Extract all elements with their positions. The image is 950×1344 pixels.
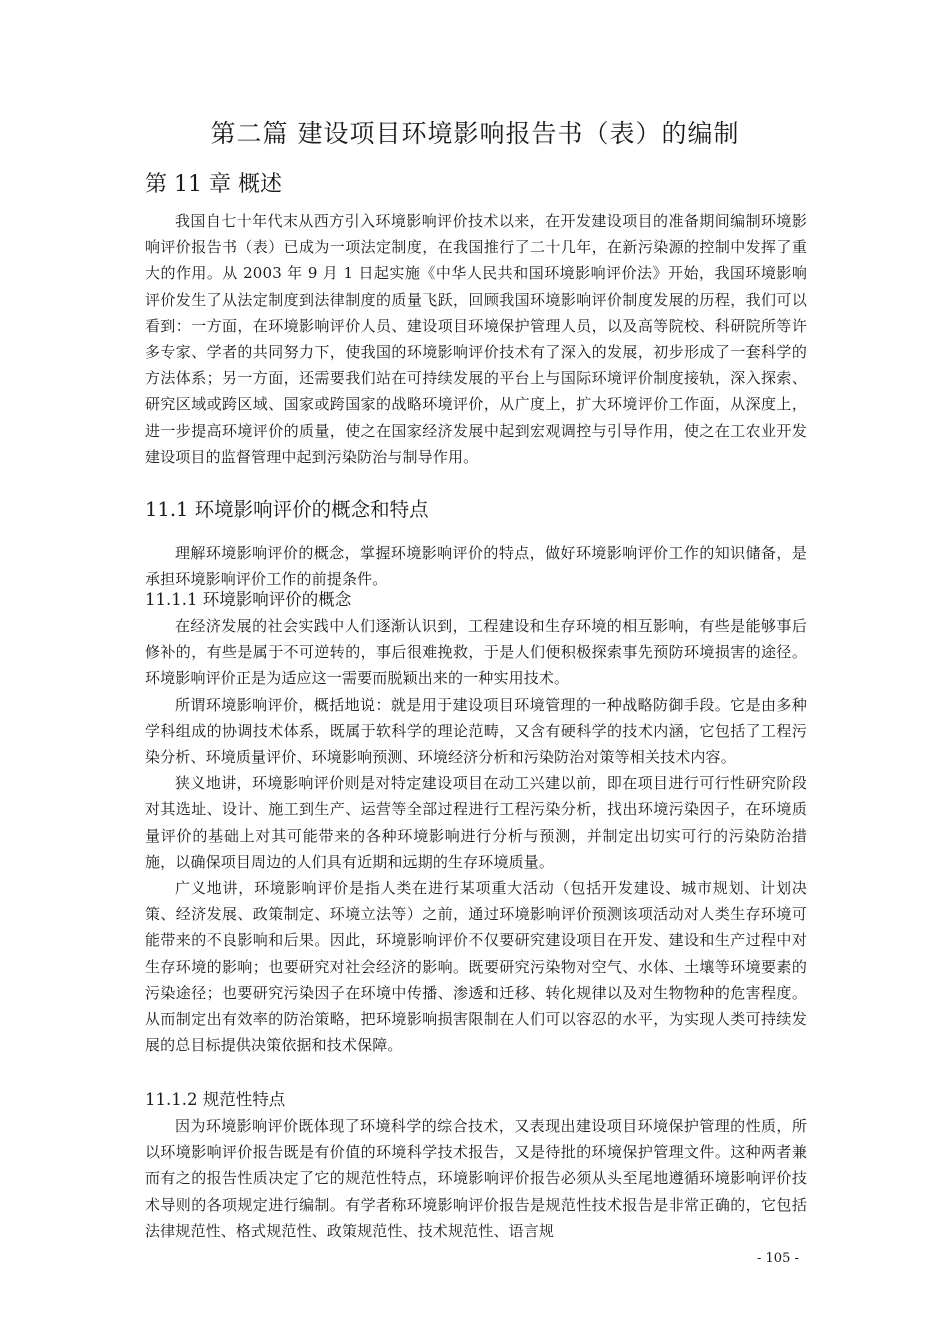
intro-section — [145, 208, 807, 470]
paragraph: 广义地讲，环境影响评价是指人类在进行某项重大活动（包括开发建设、城市规划、计划决策、经济发展、政策制定、环境立法等）之前，通过环境影响评价预测该项活动对人类生存环境可能带来的不良影响和后果。因此，环境影响评价不仅要研究建设项目在开发、建设和生产过程中对生存环境的影响；也要研究对社会经济的影响。既要研究污染物对空气、水体、土壤等环境要素的污染途径；也要研究污染因子在环境中传播、渗透和迁移、转化规律以及对生物物种的危害程度。从而制定出有效率的防治策略，把环境影响损害限制在人们可以容忍的水平，为实现人类可持续发展的总目标提供决策依据和技术保障。 — [145, 879, 807, 1055]
section-11-1-2-body — [145, 1113, 807, 1244]
section-11-1-intro: 理解环境影响评价的概念，掌握环境影响评价的特点，做好环境影响评价工作的知识储备，是承担环境影响评价工作的前提条件。 — [145, 544, 807, 589]
section-11-1-2-title: 11.1.2 规范性特点 — [145, 1090, 286, 1109]
section-11-1-1-body — [145, 613, 807, 1058]
paragraph: 在经济发展的社会实践中人们逐渐认识到，工程建设和生存环境的相互影响，有些是能够事后修补的，有些是属于不可逆转的，事后很难挽救，于是人们便积极探索事先预防环境损害的途径。环境影响评价正是为适应这一需要而脱颖出来的一种实用技术。 — [145, 617, 807, 688]
page-number: - 105 - — [757, 1251, 799, 1266]
chapter-title: 第 11 章 概述 — [145, 172, 282, 197]
part-title: 第二篇 建设项目环境影响报告书（表）的编制 — [210, 119, 740, 148]
section-11-1-title: 11.1 环境影响评价的概念和特点 — [145, 498, 429, 521]
section-11-1-1-title: 11.1.1 环境影响评价的概念 — [145, 590, 352, 609]
paragraph: 狭义地讲，环境影响评价则是对特定建设项目在动工兴建以前，即在项目进行可行性研究阶段对其选址、设计、施工到生产、运营等全部过程进行工程污染分析，找出环境污染因子，在环境质量评价的基础上对其可能带来的各种环境影响进行分析与预测，并制定出切实可行的污染防治措施，以确保项目周边的人们具有近期和远期的生存环境质量。 — [145, 774, 807, 871]
paragraph: 所谓环境影响评价，概括地说：就是用于建设项目环境管理的一种战略防御手段。它是由多种学科组成的协调技术体系，既属于软科学的理论范畴，又含有硬科学的技术内涵，它包括了工程污染分析、环境质量评价、环境影响预测、环境经济分析和污染防治对策等相关技术内容。 — [145, 695, 807, 767]
section-11-1-body — [145, 540, 807, 592]
intro-paragraph: 我国自七十年代末从西方引入环境影响评价技术以来，在开发建设项目的准备期间编制环境影响评价报告书（表）已成为一项法定制度，在我国推行了二十几年，在新污染源的控制中发挥了重大的作用。从 2003 年 9 月 1 日起实施《中华人民共和国环境影响评价法》开始，我国环境影响评价发生了从法定制度到法律制度的质量飞跃，回顾我国环境影响评价制度发展的历程，我们可以看到：一方面，在环境影响评价人员、建设项目环境保护管理人员，以及高等院校、科研院所等许多专家、学者的共同努力下，使我国的环境影响评价技术有了深入的发展，初步形成了一套科学的方法体系；另一方面，还需要我们站在可持续发展的平台上与国际环境评价制度接轨，深入探索、研究区域或跨区域、国家或跨国家的战略环境评价，从广度上，扩大环境评价工作面，从深度上，进一步提高环境评价的质量，使之在国家经济发展中起到宏观调控与引导作用，使之在工农业开发建设项目的监督管理中起到污染防治与制导作用。 — [145, 212, 807, 466]
paragraph: 因为环境影响评价既体现了环境科学的综合技术，又表现出建设项目环境保护管理的性质，所以环境影响评价报告既是有价值的环境科学技术报告，又是待批的环境保护管理文件。这种两者兼而有之的报告性质决定了它的规范性特点，环境影响评价报告必须从头至尾地遵循环境影响评价技术导则的各项规定进行编制。有学者称环境影响评价报告是规范性技术报告是非常正确的，它包括法律规范性、格式规范性、政策规范性、技术规范性、语言规 — [145, 1117, 807, 1240]
